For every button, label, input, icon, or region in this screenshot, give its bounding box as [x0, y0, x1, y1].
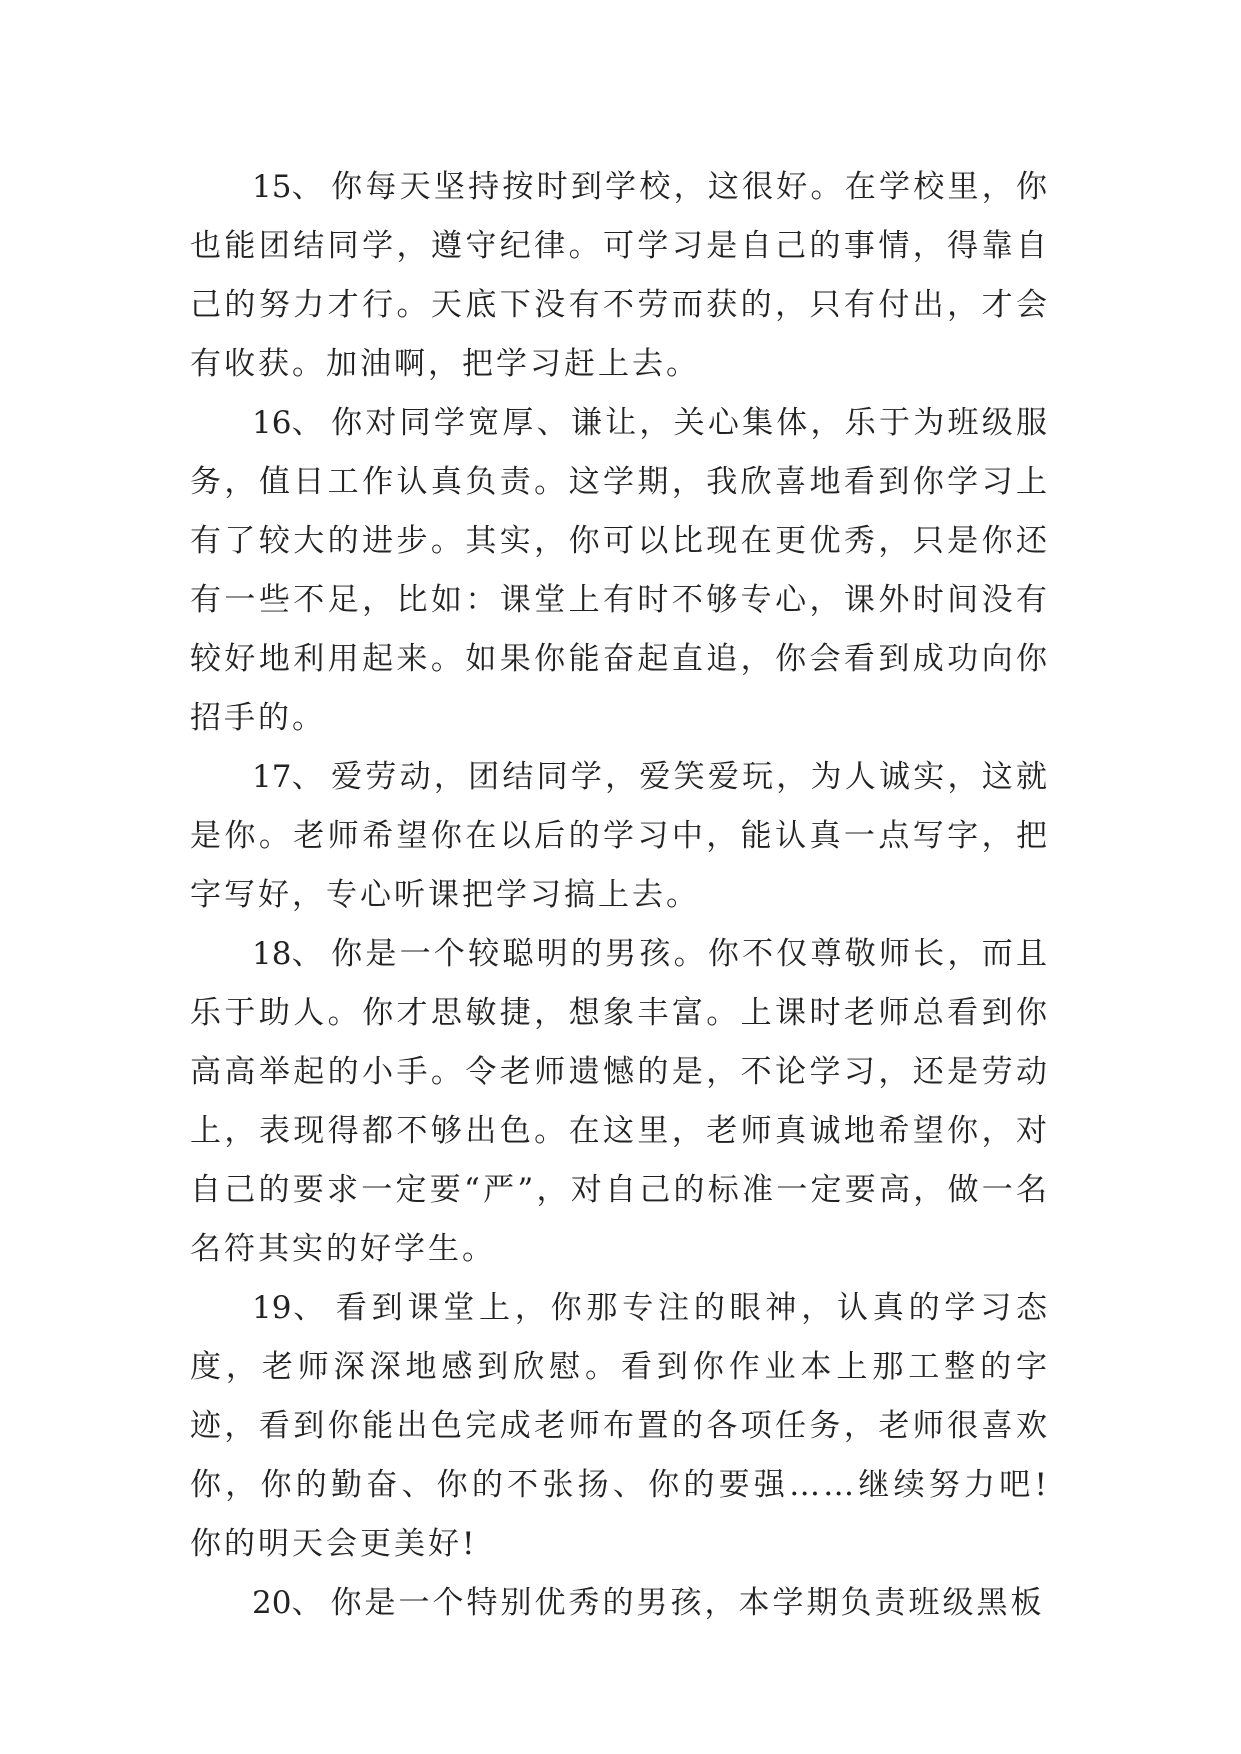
paragraph-20 — [190, 1574, 1050, 1633]
paragraph-number: 17、 — [252, 759, 323, 795]
paragraph-16 — [190, 394, 1050, 748]
document-body — [190, 158, 1050, 1633]
paragraph-text: 你是一个较聪明的男孩。你不仅尊敬师长，而且乐于助人。你才思敏捷，想象丰富。上课时老师总看到你高高举起的小手。令老师遗憾的是，不论学习，还是劳动上，表现得都不够出色。在这里，老师真诚地希望你，对自己的要求一定要“严”，对自己的标准一定要高，做一名名符其实的好学生。 — [190, 936, 1050, 1267]
paragraph-number: 15、 — [252, 169, 323, 205]
paragraph-number: 16、 — [252, 405, 323, 441]
paragraph-text: 你对同学宽厚、谦让，关心集体，乐于为班级服务，值日工作认真负责。这学期，我欣喜地看到你学习上有了较大的进步。其实，你可以比现在更优秀，只是你还有一些不足，比如：课堂上有时不够专心，课外时间没有较好地利用起来。如果你能奋起直追，你会看到成功向你招手的。 — [190, 405, 1050, 736]
paragraph-number: 20、 — [252, 1585, 323, 1621]
paragraph-text: 爱劳动，团结同学，爱笑爱玩，为人诚实，这就是你。老师希望你在以后的学习中，能认真一点写字，把字写好，专心听课把学习搞上去。 — [190, 759, 1050, 913]
paragraph-17 — [190, 748, 1050, 925]
paragraph-19 — [190, 1279, 1050, 1574]
paragraph-text: 看到课堂上，你那专注的眼神，认真的学习态度，老师深深地感到欣慰。看到你作业本上那工整的字迹，看到你能出色完成老师布置的各项任务，老师很喜欢你，你的勤奋、你的不张扬、你的要强……继续努力吧!你的明天会更美好! — [190, 1290, 1050, 1562]
paragraph-15 — [190, 158, 1050, 394]
paragraph-text: 你每天坚持按时到学校，这很好。在学校里，你也能团结同学，遵守纪律。可学习是自己的事情，得靠自己的努力才行。天底下没有不劳而获的，只有付出，才会有收获。加油啊，把学习赶上去。 — [190, 169, 1050, 382]
paragraph-18 — [190, 925, 1050, 1279]
paragraph-number: 18、 — [252, 936, 323, 972]
paragraph-number: 19、 — [252, 1290, 327, 1326]
paragraph-text: 你是一个特别优秀的男孩，本学期负责班级黑板 — [330, 1585, 1045, 1621]
